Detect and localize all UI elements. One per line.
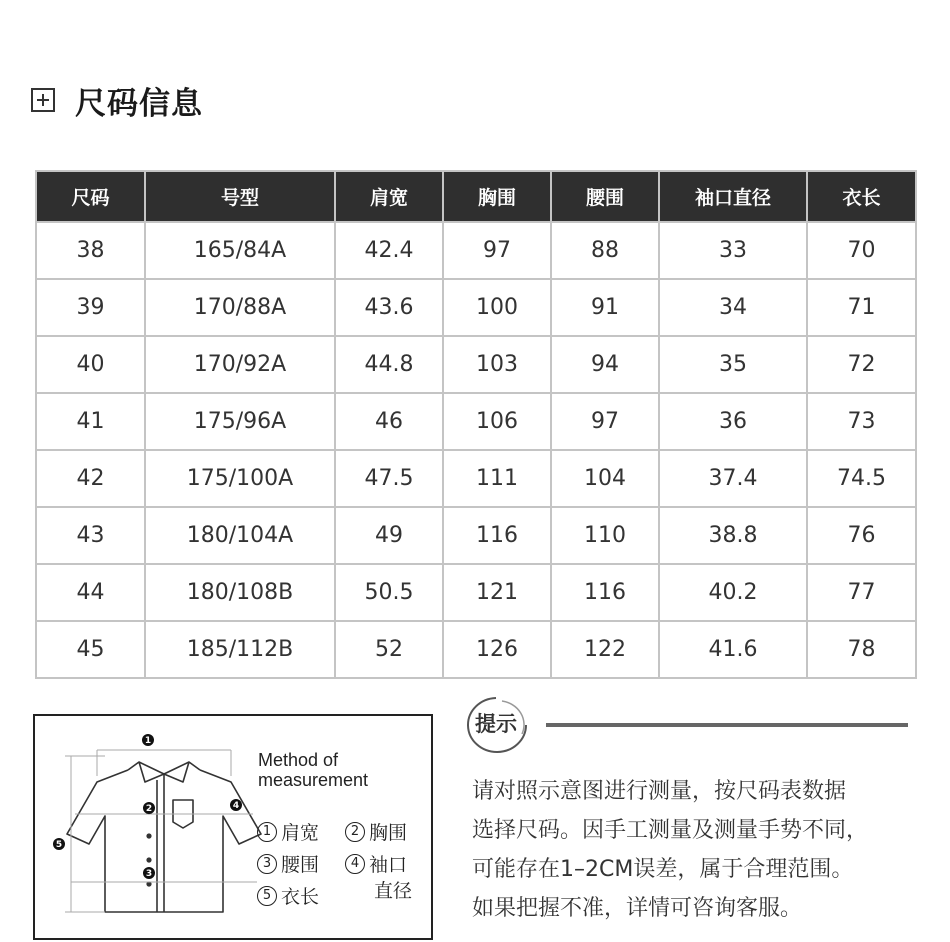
table-cell: 97 <box>443 222 551 279</box>
table-cell: 47.5 <box>335 450 443 507</box>
marker-2 <box>143 802 155 814</box>
table-cell: 72 <box>807 336 916 393</box>
table-cell: 106 <box>443 393 551 450</box>
size-table <box>35 170 917 679</box>
table-cell: 50.5 <box>335 564 443 621</box>
table-cell: 40 <box>36 336 145 393</box>
svg-text:1: 1 <box>144 736 152 746</box>
table-body <box>36 222 916 678</box>
table-cell: 78 <box>807 621 916 678</box>
svg-text:4: 4 <box>232 801 240 811</box>
shirt-outline <box>67 762 261 912</box>
marker-3 <box>143 867 155 879</box>
table-cell: 41 <box>36 393 145 450</box>
table-cell: 41.6 <box>659 621 807 678</box>
table-cell: 49 <box>335 507 443 564</box>
table-cell: 34 <box>659 279 807 336</box>
svg-text:2: 2 <box>145 804 153 814</box>
table-cell: 170/88A <box>145 279 335 336</box>
table-cell: 70 <box>807 222 916 279</box>
table-cell: 74.5 <box>807 450 916 507</box>
table-cell: 40.2 <box>659 564 807 621</box>
marker-4 <box>230 799 242 811</box>
table-cell: 103 <box>443 336 551 393</box>
table-cell: 116 <box>443 507 551 564</box>
tip-line: 选择尺码。因手工测量及测量手势不同， <box>472 818 869 843</box>
column-header: 号型 <box>145 171 335 222</box>
table-cell: 52 <box>335 621 443 678</box>
table-row <box>36 507 916 564</box>
table-cell: 36 <box>659 393 807 450</box>
svg-text:5: 5 <box>55 840 63 850</box>
legend-chest: 2 胸围 <box>345 818 407 845</box>
number-icon: 1 <box>257 822 277 842</box>
table-cell: 94 <box>551 336 659 393</box>
table-cell: 43.6 <box>335 279 443 336</box>
table-cell: 100 <box>443 279 551 336</box>
legend-waist: 3 腰围 <box>257 850 319 877</box>
legend-shoulder: 1 肩宽 <box>257 818 319 845</box>
table-cell: 122 <box>551 621 659 678</box>
table-cell: 44 <box>36 564 145 621</box>
tip-line: 如果把握不准，详情可咨询客服。 <box>472 896 803 921</box>
number-icon: 3 <box>257 854 277 874</box>
legend-cuff: 4 袖口 <box>345 850 407 877</box>
number-icon: 4 <box>345 854 365 874</box>
table-cell: 165/84A <box>145 222 335 279</box>
table-cell: 111 <box>443 450 551 507</box>
marker-1 <box>142 734 154 746</box>
table-cell: 116 <box>551 564 659 621</box>
table-cell: 77 <box>807 564 916 621</box>
table-cell: 88 <box>551 222 659 279</box>
legend-length: 5 衣长 <box>257 882 319 909</box>
table-cell: 180/108B <box>145 564 335 621</box>
table-row <box>36 279 916 336</box>
table-row <box>36 564 916 621</box>
legend-cuff-diameter: 直径 <box>374 880 413 902</box>
table-cell: 71 <box>807 279 916 336</box>
table-cell: 185/112B <box>145 621 335 678</box>
table-cell: 43 <box>36 507 145 564</box>
table-row <box>36 393 916 450</box>
table-cell: 175/100A <box>145 450 335 507</box>
measurement-guides <box>65 750 257 912</box>
table-cell: 180/104A <box>145 507 335 564</box>
table-cell: 33 <box>659 222 807 279</box>
svg-text:3: 3 <box>145 869 153 879</box>
table-cell: 97 <box>551 393 659 450</box>
tip-label: 提示 <box>475 712 517 736</box>
table-row <box>36 621 916 678</box>
table-cell: 45 <box>36 621 145 678</box>
table-cell: 104 <box>551 450 659 507</box>
column-header: 腰围 <box>551 171 659 222</box>
table-cell: 42.4 <box>335 222 443 279</box>
table-cell: 73 <box>807 393 916 450</box>
marker-5 <box>53 838 65 850</box>
column-header: 衣长 <box>807 171 916 222</box>
table-cell: 39 <box>36 279 145 336</box>
table-cell: 91 <box>551 279 659 336</box>
table-cell: 44.8 <box>335 336 443 393</box>
tip-line: 请对照示意图进行测量，按尺码表数据 <box>472 779 847 804</box>
table-cell: 42 <box>36 450 145 507</box>
table-cell: 121 <box>443 564 551 621</box>
number-icon: 5 <box>257 886 277 906</box>
number-icon: 2 <box>345 822 365 842</box>
table-row <box>36 222 916 279</box>
tip-line: 可能存在1–2CM误差，属于合理范围。 <box>472 857 854 882</box>
measurement-diagram <box>33 714 433 940</box>
column-header: 尺码 <box>36 171 145 222</box>
method-title: Method of measurement <box>258 750 369 790</box>
section-header <box>31 78 203 122</box>
tip-divider <box>546 723 908 727</box>
plus-square-icon[interactable] <box>31 88 55 112</box>
column-header: 袖口直径 <box>659 171 807 222</box>
table-cell: 35 <box>659 336 807 393</box>
table-cell: 126 <box>443 621 551 678</box>
table-cell: 175/96A <box>145 393 335 450</box>
column-header: 肩宽 <box>335 171 443 222</box>
table-cell: 38 <box>36 222 145 279</box>
column-header: 胸围 <box>443 171 551 222</box>
table-cell: 46 <box>335 393 443 450</box>
table-cell: 76 <box>807 507 916 564</box>
table-cell: 170/92A <box>145 336 335 393</box>
tip-text <box>472 772 942 928</box>
page-title: 尺码信息 <box>75 85 203 122</box>
table-row <box>36 450 916 507</box>
table-header-row <box>36 171 916 222</box>
table-row <box>36 336 916 393</box>
table-cell: 38.8 <box>659 507 807 564</box>
table-cell: 37.4 <box>659 450 807 507</box>
table-cell: 110 <box>551 507 659 564</box>
